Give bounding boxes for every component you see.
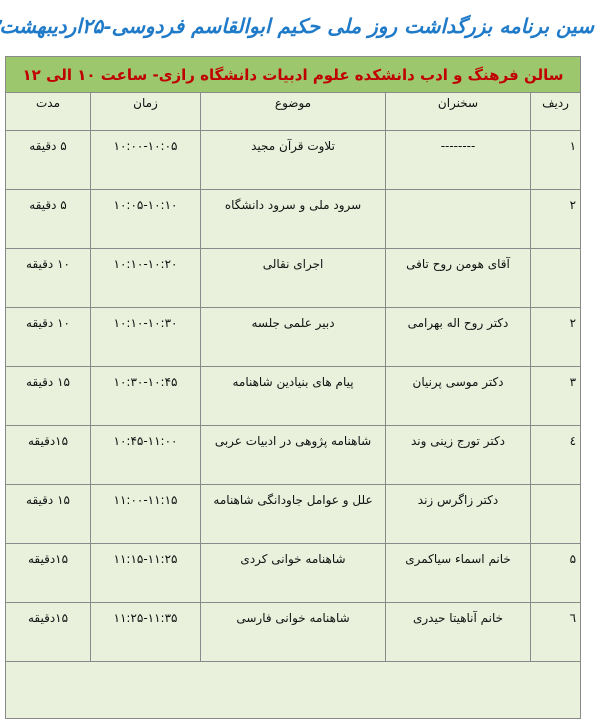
table-row <box>7 131 582 190</box>
table-row <box>7 603 582 662</box>
row-time: ۱۰:۰۵-۱۰:۱۰ <box>92 190 202 249</box>
row-duration: ۵ دقیقه <box>7 190 92 249</box>
program-rows <box>7 131 582 662</box>
row-number <box>532 249 582 308</box>
row-duration: ۵ دقیقه <box>7 131 92 190</box>
row-number: ۱ <box>532 131 582 190</box>
table-row <box>7 426 582 485</box>
row-topic: شاهنامه پژوهی در ادبیات عربی <box>202 426 387 485</box>
row-time: ۱۱:۱۵-۱۱:۲۵ <box>92 544 202 603</box>
program-table <box>6 56 582 719</box>
header-topic: موضوع <box>202 93 387 131</box>
row-duration: ۱۵ دقیقه <box>7 485 92 544</box>
row-duration: ۱۵دقیقه <box>7 426 92 485</box>
row-duration: ۱۰ دقیقه <box>7 308 92 367</box>
row-number: ٦ <box>532 603 582 662</box>
row-speaker: دکتر زاگرس زند <box>387 485 532 544</box>
row-number: ۵ <box>532 544 582 603</box>
row-duration: ۱۵دقیقه <box>7 544 92 603</box>
empty-row <box>7 662 582 719</box>
row-topic: شاهنامه خوانی فارسی <box>202 603 387 662</box>
row-time: ۱۰:۳۰-۱۰:۴۵ <box>92 367 202 426</box>
row-time: ۱۰:۰۰-۱۰:۰۵ <box>92 131 202 190</box>
row-time: ۱۱:۲۵-۱۱:۳۵ <box>92 603 202 662</box>
venue-band-row <box>7 57 582 93</box>
table-row <box>7 190 582 249</box>
row-duration: ۱۵دقیقه <box>7 603 92 662</box>
row-time: ۱۰:۴۵-۱۱:۰۰ <box>92 426 202 485</box>
table-row <box>7 485 582 544</box>
row-speaker: دکتر تورج زینی وند <box>387 426 532 485</box>
table-row <box>7 367 582 426</box>
row-speaker: خانم آناهیتا حیدری <box>387 603 532 662</box>
table-row <box>7 308 582 367</box>
row-speaker: آقای هومن روح تافی <box>387 249 532 308</box>
header-row <box>7 93 582 131</box>
page-title: سین برنامه بزرگداشت روز ملی حکیم ابوالقاسم فردوسی-۲۵اردیبهشت <box>0 14 595 38</box>
row-duration: ۱۵ دقیقه <box>7 367 92 426</box>
header-time: زمان <box>92 93 202 131</box>
row-time: ۱۰:۱۰-۱۰:۳۰ <box>92 308 202 367</box>
table-row <box>7 544 582 603</box>
row-speaker: خانم اسماء سیاکمری <box>387 544 532 603</box>
row-topic: دبیر علمی جلسه <box>202 308 387 367</box>
table-row <box>7 249 582 308</box>
row-speaker: -------- <box>387 131 532 190</box>
row-duration: ۱۰ دقیقه <box>7 249 92 308</box>
row-number <box>532 485 582 544</box>
row-speaker: دکتر موسی پرنیان <box>387 367 532 426</box>
row-topic: اجرای نقالی <box>202 249 387 308</box>
row-number: ۲ <box>532 308 582 367</box>
row-topic: سرود ملی و سرود دانشگاه <box>202 190 387 249</box>
empty-cell <box>7 662 582 719</box>
row-number: ۲ <box>532 190 582 249</box>
row-speaker: دکتر روح اله بهرامی <box>387 308 532 367</box>
header-num: ردیف <box>532 93 582 131</box>
venue-band: سالن فرهنگ و ادب دانشکده علوم ادبیات دانشگاه رازی- ساعت ۱۰ الی ۱۲ <box>7 57 582 93</box>
row-topic: علل و عوامل جاودانگی شاهنامه <box>202 485 387 544</box>
row-topic: تلاوت قرآن مجید <box>202 131 387 190</box>
row-time: ۱۱:۰۰-۱۱:۱۵ <box>92 485 202 544</box>
row-topic: پیام های بنیادین شاهنامه <box>202 367 387 426</box>
row-number: ۳ <box>532 367 582 426</box>
row-time: ۱۰:۱۰-۱۰:۲۰ <box>92 249 202 308</box>
header-duration: مدت <box>7 93 92 131</box>
row-topic: شاهنامه خوانی کردی <box>202 544 387 603</box>
header-speaker: سخنران <box>387 93 532 131</box>
row-number: ٤ <box>532 426 582 485</box>
row-speaker <box>387 190 532 249</box>
